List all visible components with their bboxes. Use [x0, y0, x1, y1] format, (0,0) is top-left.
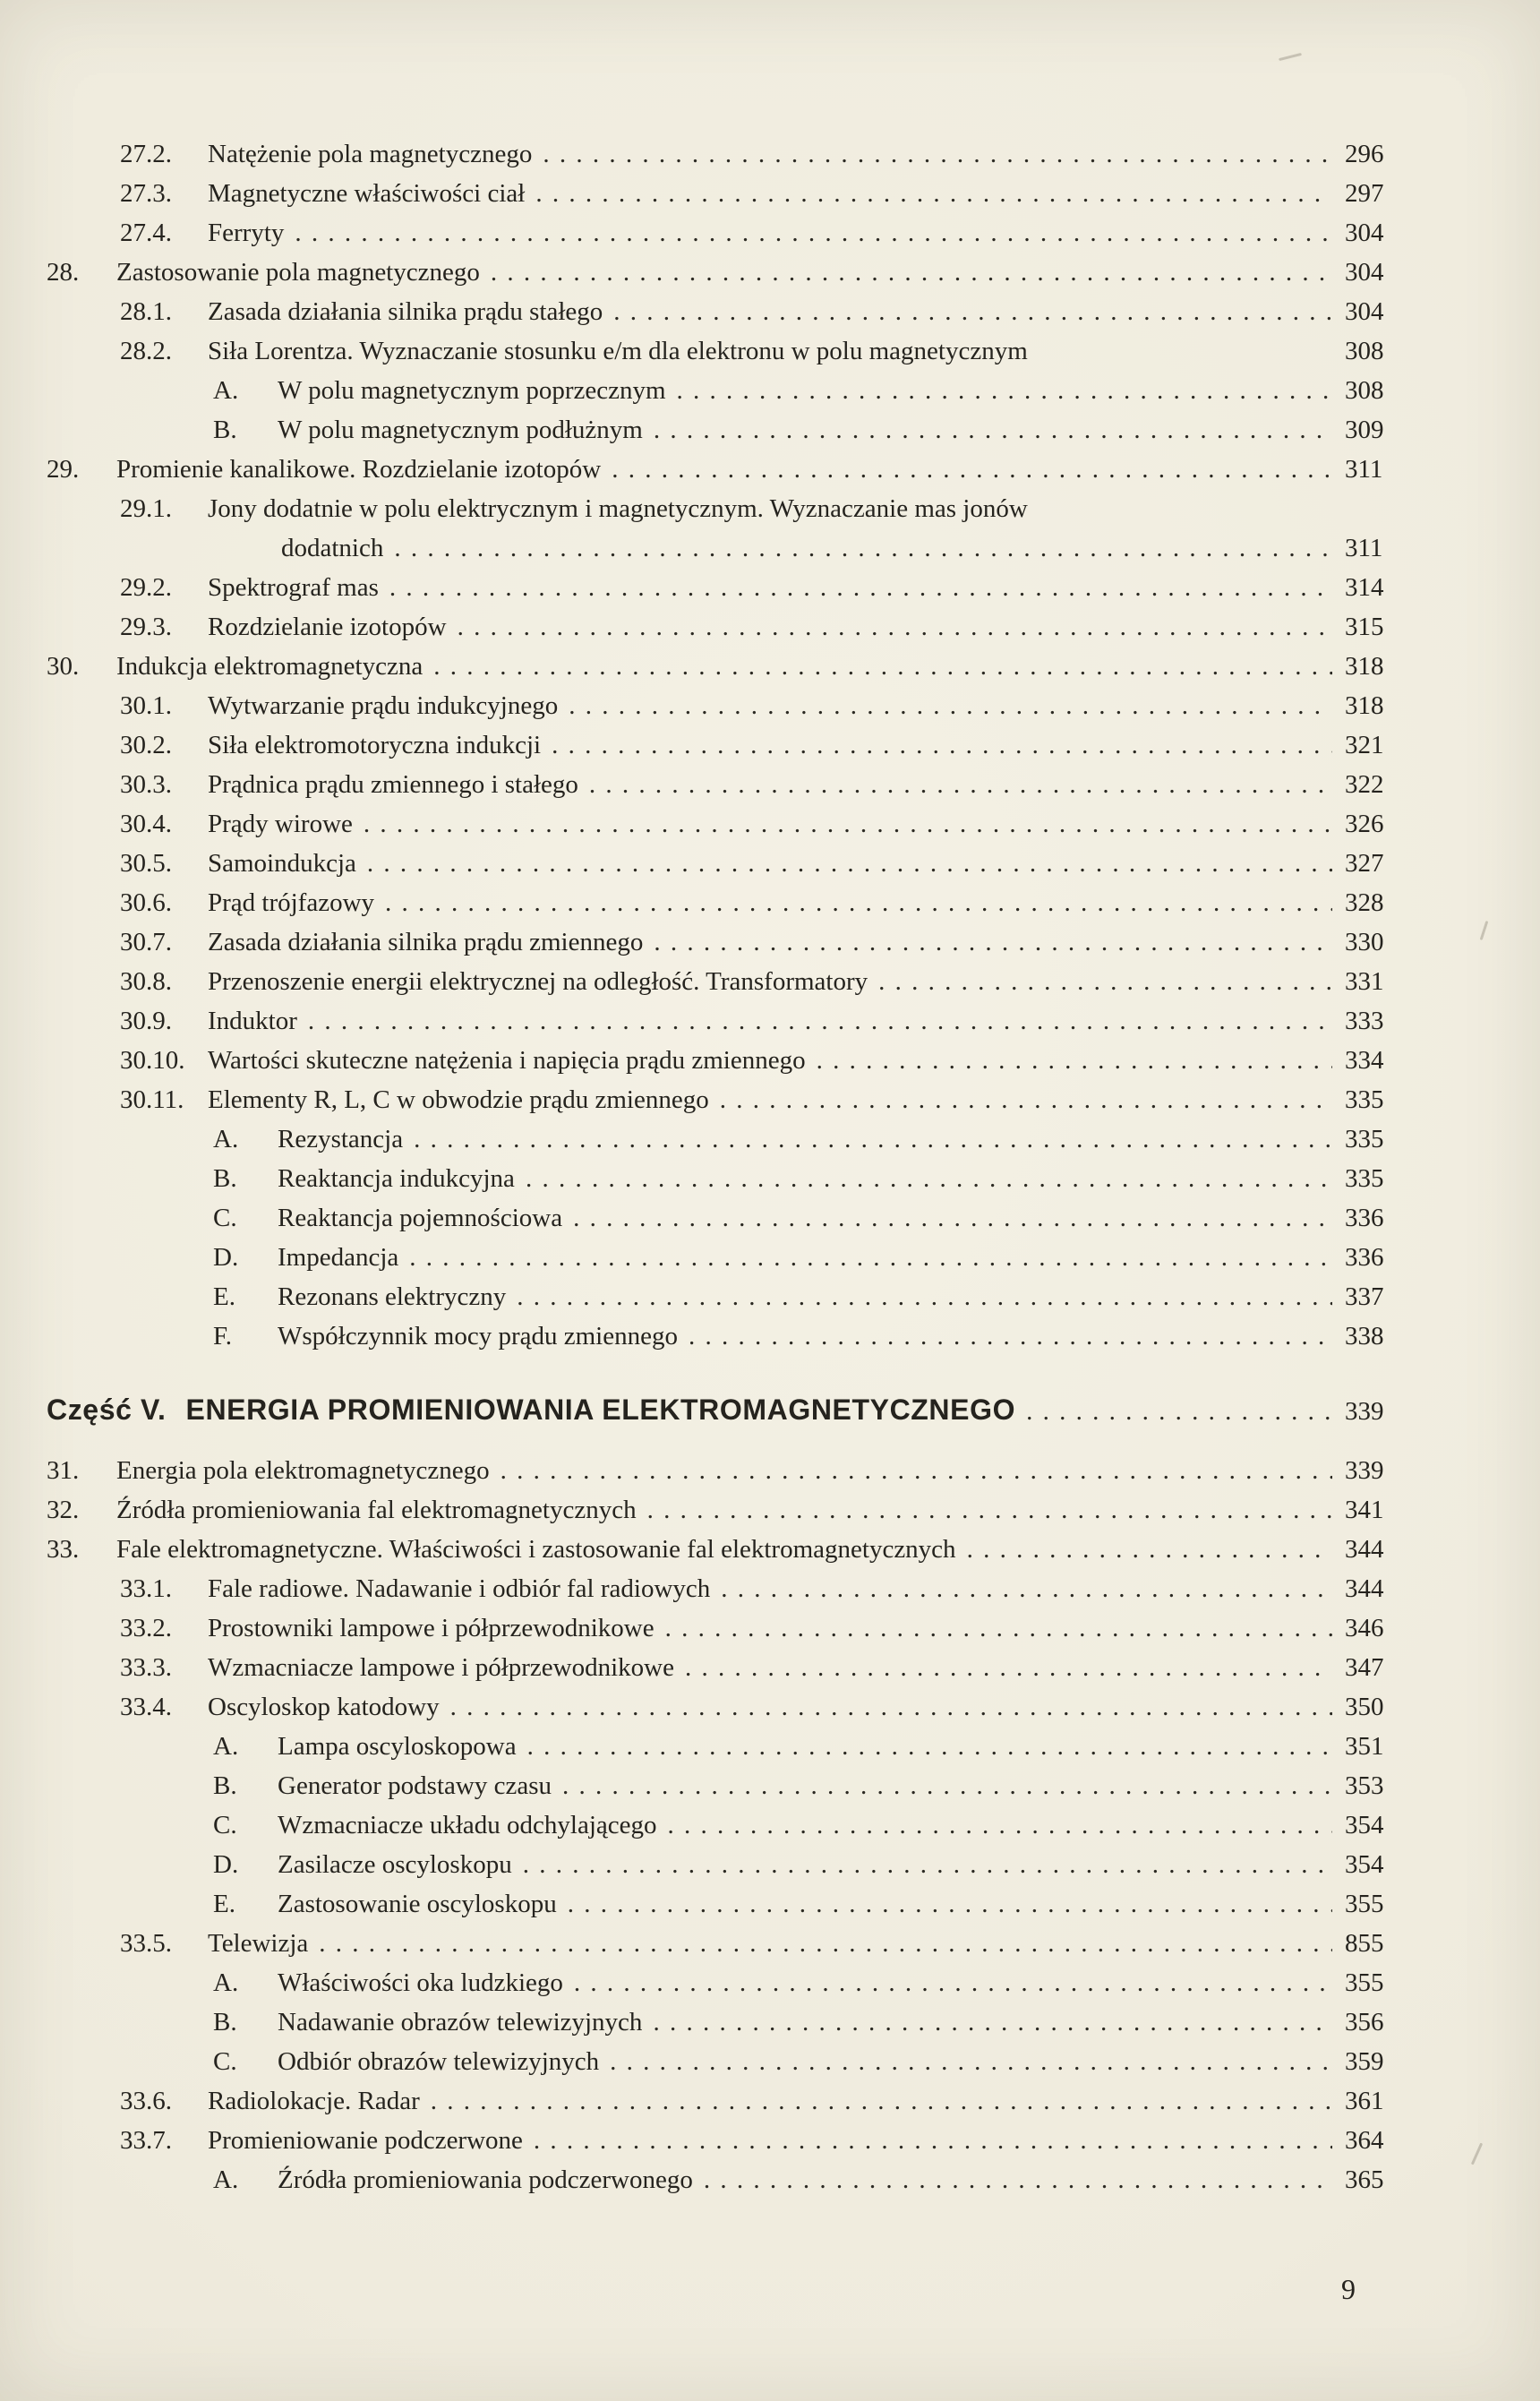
entry-page: 350	[1345, 1693, 1384, 1721]
dot-leader	[589, 765, 1332, 804]
entry-page: 341	[1345, 1496, 1384, 1524]
entry-title: Impedancja	[278, 1243, 399, 1272]
toc-entry	[47, 1727, 1404, 1766]
toc-entry	[47, 1884, 1404, 1924]
toc-entry	[47, 1687, 1404, 1727]
toc-entry	[47, 1648, 1404, 1687]
toc-entry	[47, 1766, 1404, 1805]
toc-entry	[47, 2160, 1404, 2199]
entry-title: Rezonans elektryczny	[278, 1282, 507, 1311]
entry-page: 339	[1345, 1397, 1384, 1426]
entry-title: Elementy R, L, C w obwodzie prądu zmiennego	[208, 1085, 709, 1114]
entry-number: F.	[213, 1322, 233, 1351]
toc-entry	[47, 765, 1404, 804]
entry-page: 355	[1345, 1890, 1384, 1918]
entry-number: 30.5.	[120, 849, 172, 878]
entry-number: 33.2.	[120, 1614, 172, 1642]
entry-page: 361	[1345, 2087, 1384, 2115]
dot-leader	[543, 134, 1332, 174]
entry-page: 328	[1345, 888, 1384, 917]
toc-entry	[47, 1277, 1404, 1316]
dot-leader	[704, 2160, 1332, 2199]
dot-leader	[720, 1080, 1332, 1119]
dot-leader	[721, 1569, 1332, 1608]
entry-number: 30.11.	[120, 1085, 184, 1114]
dot-leader	[612, 450, 1332, 489]
dot-leader	[385, 883, 1332, 922]
entry-title: W polu magnetycznym podłużnym	[278, 416, 643, 444]
dot-leader	[552, 725, 1332, 765]
entry-page: 318	[1345, 691, 1384, 720]
toc-entry	[47, 1451, 1404, 1490]
toc-entry	[47, 804, 1404, 844]
toc-entry	[47, 174, 1404, 213]
entry-page: 337	[1345, 1282, 1384, 1311]
entry-number: 29.	[47, 455, 80, 484]
dot-leader	[409, 1238, 1332, 1277]
entry-title: Odbiór obrazów telewizyjnych	[278, 2047, 600, 2076]
toc-entry	[47, 1569, 1404, 1608]
entry-page: 335	[1345, 1125, 1384, 1153]
dot-leader	[500, 1451, 1332, 1490]
dot-leader	[527, 1727, 1332, 1766]
entry-number: 30.6.	[120, 888, 172, 917]
entry-page: 336	[1345, 1243, 1384, 1272]
entry-page: 308	[1345, 337, 1384, 365]
toc-entry	[47, 844, 1404, 883]
toc-entry	[47, 489, 1404, 528]
toc-entry	[47, 1041, 1404, 1080]
entry-number: 28.	[47, 258, 80, 287]
dot-leader	[562, 1766, 1332, 1805]
entry-number: 33.3.	[120, 1653, 172, 1682]
toc-entry-continuation	[47, 528, 1404, 568]
entry-number: 30.7.	[120, 928, 172, 956]
dot-leader	[817, 1041, 1332, 1080]
entry-page: 311	[1345, 534, 1383, 562]
dot-leader	[569, 686, 1332, 725]
entry-page: 296	[1345, 140, 1384, 168]
entry-number: E.	[213, 1282, 235, 1311]
dot-leader	[534, 2121, 1332, 2160]
entry-page: 359	[1345, 2047, 1384, 2076]
entry-number: C.	[213, 1204, 237, 1232]
entry-title: Energia pola elektromagnetycznego	[116, 1456, 490, 1485]
entry-page: 334	[1345, 1046, 1384, 1075]
dot-leader	[319, 1924, 1332, 1963]
entry-page: 356	[1345, 2008, 1384, 2037]
entry-number: 32.	[47, 1496, 80, 1524]
entry-number: D.	[213, 1850, 239, 1879]
toc-entry	[47, 1080, 1404, 1119]
entry-title: Źródła promieniowania fal elektromagnetycznych	[116, 1496, 637, 1524]
toc-entry	[47, 568, 1404, 607]
toc-entry	[47, 2002, 1404, 2042]
toc-entry	[47, 1805, 1404, 1845]
entry-page: 331	[1345, 967, 1384, 996]
scan-artifact	[1471, 2143, 1483, 2165]
table-of-contents	[47, 134, 1404, 2199]
entry-page: 335	[1345, 1085, 1384, 1114]
entry-page: 309	[1345, 416, 1384, 444]
toc-entry	[47, 292, 1404, 331]
entry-number: 33.1.	[120, 1574, 172, 1603]
toc-entry	[47, 1963, 1404, 2002]
entry-title: Nadawanie obrazów telewizyjnych	[278, 2008, 643, 2037]
entry-title: Współczynnik mocy prądu zmiennego	[278, 1322, 678, 1351]
entry-number: B.	[213, 416, 237, 444]
entry-title: Fale elektromagnetyczne. Właściwości i zastosowanie fal elektromagnetycznych	[116, 1535, 956, 1564]
entry-title: Rozdzielanie izotopów	[208, 613, 447, 641]
entry-number: 29.2.	[120, 573, 172, 602]
entry-page: 330	[1345, 928, 1384, 956]
dot-leader	[433, 647, 1332, 686]
entry-title: Oscyloskop katodowy	[208, 1693, 440, 1721]
scan-artifact	[1480, 921, 1489, 940]
entry-page: 344	[1345, 1574, 1384, 1603]
entry-number: 33.5.	[120, 1929, 172, 1958]
entry-page: 304	[1345, 219, 1384, 247]
dot-leader	[523, 1845, 1332, 1884]
dot-leader	[610, 2042, 1332, 2081]
entry-title: Induktor	[208, 1007, 297, 1035]
entry-page: 318	[1345, 652, 1384, 681]
entry-title: Reaktancja indukcyjna	[278, 1164, 515, 1193]
entry-title: Prądnica prądu zmiennego i stałego	[208, 770, 578, 799]
entry-number: 30.4.	[120, 810, 172, 838]
entry-title: Zastosowanie oscyloskopu	[278, 1890, 557, 1918]
entry-title: Właściwości oka ludzkiego	[278, 1968, 563, 1997]
entry-page: 335	[1345, 1164, 1384, 1193]
entry-number: 28.2.	[120, 337, 172, 365]
entry-number: B.	[213, 1164, 237, 1193]
entry-page: 355	[1345, 1968, 1384, 1997]
entry-page: 304	[1345, 297, 1384, 326]
toc-entry	[47, 1238, 1404, 1277]
entry-number: 27.2.	[120, 140, 172, 168]
entry-title: Spektrograf mas	[208, 573, 379, 602]
dot-leader	[491, 253, 1332, 292]
entry-number: D.	[213, 1243, 239, 1272]
toc-entry	[47, 1924, 1404, 1963]
entry-page: 304	[1345, 258, 1384, 287]
entry-page: 297	[1345, 179, 1384, 208]
entry-title: W polu magnetycznym poprzecznym	[278, 376, 666, 405]
entry-number: 27.4.	[120, 219, 172, 247]
entry-page: 327	[1345, 849, 1384, 878]
entry-title: Rezystancja	[278, 1125, 404, 1153]
toc-entry	[47, 1001, 1404, 1041]
entry-number: A.	[213, 1968, 239, 1997]
entry-page: 339	[1345, 1456, 1384, 1485]
dot-leader	[568, 1884, 1332, 1924]
dot-leader	[308, 1001, 1332, 1041]
entry-number: 28.1.	[120, 297, 172, 326]
dot-leader	[367, 844, 1332, 883]
entry-page: 308	[1345, 376, 1384, 405]
toc-entry	[47, 1119, 1404, 1159]
entry-number: C.	[213, 1811, 237, 1839]
scan-artifact	[1279, 53, 1302, 61]
toc-entry	[47, 962, 1404, 1001]
toc-entry	[47, 253, 1404, 292]
entry-number: 30.9.	[120, 1007, 172, 1035]
entry-title: Zastosowanie pola magnetycznego	[116, 258, 480, 287]
entry-number: 33.6.	[120, 2087, 172, 2115]
entry-title: Promieniowanie podczerwone	[208, 2126, 523, 2155]
entry-page: 351	[1345, 1732, 1384, 1761]
dot-leader	[535, 174, 1332, 213]
entry-title: Zasada działania silnika prądu stałego	[208, 297, 603, 326]
entry-title: Indukcja elektromagnetyczna	[116, 652, 424, 681]
entry-title: Fale radiowe. Nadawanie i odbiór fal radiowych	[208, 1574, 711, 1603]
dot-leader	[878, 962, 1332, 1001]
page-number-folio: 9	[1341, 2273, 1356, 2305]
dot-leader	[677, 371, 1332, 410]
toc-entry	[47, 213, 1404, 253]
entry-title: Źródła promieniowania podczerwonego	[278, 2165, 693, 2194]
toc-entry	[47, 410, 1404, 450]
entry-title: Promienie kanalikowe. Rozdzielanie izotopów	[116, 455, 602, 484]
entry-title: Jony dodatnie w polu elektrycznym i magnetycznym. Wyznaczanie mas jonów	[208, 494, 1028, 523]
entry-title: Siła Lorentza. Wyznaczanie stosunku e/m dla elektronu w polu magnetycznym	[208, 337, 1028, 365]
entry-title: Wartości skuteczne natężenia i napięcia prądu zmiennego	[208, 1046, 806, 1075]
dot-leader	[517, 1277, 1332, 1316]
entry-number: 31.	[47, 1456, 80, 1485]
entry-number: B.	[213, 2008, 237, 2037]
entry-page: 321	[1345, 731, 1384, 759]
entry-number: 30.8.	[120, 967, 172, 996]
toc-entry	[47, 647, 1404, 686]
entry-number: 30.2.	[120, 731, 172, 759]
entry-number: A.	[213, 2165, 239, 2194]
entry-title: Telewizja	[208, 1929, 309, 1958]
entry-page: 364	[1345, 2126, 1384, 2155]
toc-entry	[47, 1608, 1404, 1648]
toc-entry	[47, 607, 1404, 647]
entry-title: Samoindukcja	[208, 849, 356, 878]
dot-leader	[668, 1805, 1333, 1845]
entry-title: Zasilacze oscyloskopu	[278, 1850, 512, 1879]
dot-leader	[458, 607, 1332, 647]
toc-entry	[47, 725, 1404, 765]
dot-leader	[654, 922, 1332, 962]
toc-entry	[47, 2081, 1404, 2121]
toc-entry	[47, 2121, 1404, 2160]
entry-page: 353	[1345, 1771, 1384, 1800]
entry-title: Magnetyczne właściwości ciał	[208, 179, 526, 208]
entry-title: Wzmacniacze lampowe i półprzewodnikowe	[208, 1653, 674, 1682]
entry-title: ENERGIA PROMIENIOWANIA ELEKTROMAGNETYCZNEGO	[185, 1393, 1016, 1426]
dot-leader	[665, 1608, 1332, 1648]
dot-leader	[573, 1198, 1332, 1238]
entry-number: A.	[213, 376, 239, 405]
dot-leader	[450, 1687, 1332, 1727]
entry-page: 365	[1345, 2165, 1384, 2194]
entry-title: Zasada działania silnika prądu zmiennego	[208, 928, 644, 956]
part-heading	[47, 1390, 1404, 1431]
toc-entry	[47, 134, 1404, 174]
entry-page: 322	[1345, 770, 1384, 799]
dot-leader	[394, 528, 1332, 568]
dot-leader	[967, 1530, 1332, 1569]
entry-number: E.	[213, 1890, 235, 1918]
toc-entry	[47, 1316, 1404, 1356]
entry-number: 29.1.	[120, 494, 172, 523]
entry-title: Przenoszenie energii elektrycznej na odległość. Transformatory	[208, 967, 868, 996]
entry-page: 326	[1345, 810, 1384, 838]
dot-leader	[654, 410, 1332, 450]
dot-leader	[653, 2002, 1332, 2042]
entry-number: 33.7.	[120, 2126, 172, 2155]
toc-entry	[47, 1159, 1404, 1198]
entry-title: Wzmacniacze układu odchylającego	[278, 1811, 657, 1839]
dot-leader	[647, 1490, 1332, 1530]
entry-number: 30.10.	[120, 1046, 185, 1075]
entry-title: Siła elektromotoryczna indukcji	[208, 731, 542, 759]
entry-number: 30.3.	[120, 770, 172, 799]
entry-page: 333	[1345, 1007, 1384, 1035]
entry-title: Generator podstawy czasu	[278, 1771, 552, 1800]
entry-number: 33.4.	[120, 1693, 172, 1721]
dot-leader	[431, 2081, 1332, 2121]
toc-entry	[47, 1490, 1404, 1530]
entry-number: B.	[213, 1771, 237, 1800]
entry-title: Reaktancja pojemnościowa	[278, 1204, 563, 1232]
entry-title: Prostowniki lampowe i półprzewodnikowe	[208, 1614, 654, 1642]
entry-page: 344	[1345, 1535, 1384, 1564]
entry-page: 315	[1345, 613, 1384, 641]
entry-page: 855	[1345, 1929, 1384, 1958]
entry-title: Prądy wirowe	[208, 810, 353, 838]
entry-page: 314	[1345, 573, 1384, 602]
entry-number: A.	[213, 1125, 239, 1153]
entry-number: A.	[213, 1732, 239, 1761]
toc-entry	[47, 922, 1404, 962]
dot-leader	[689, 1316, 1332, 1356]
toc-entry	[47, 450, 1404, 489]
toc-entry	[47, 883, 1404, 922]
toc-entry	[47, 1530, 1404, 1569]
entry-page: 336	[1345, 1204, 1384, 1232]
dot-leader	[574, 1963, 1332, 2002]
toc-entry	[47, 371, 1404, 410]
entry-number: Część V.	[47, 1393, 167, 1426]
toc-entry	[47, 331, 1404, 371]
toc-entry	[47, 1198, 1404, 1238]
entry-number: C.	[213, 2047, 237, 2076]
entry-page: 354	[1345, 1850, 1384, 1879]
entry-number: 30.	[47, 652, 80, 681]
entry-title: dodatnich	[281, 534, 384, 562]
entry-page: 346	[1345, 1614, 1384, 1642]
entry-number: 30.1.	[120, 691, 172, 720]
dot-leader	[295, 213, 1332, 253]
dot-leader	[414, 1119, 1332, 1159]
entry-number: 29.3.	[120, 613, 172, 641]
entry-page: 354	[1345, 1811, 1384, 1839]
entry-page: 311	[1345, 455, 1383, 484]
entry-title: Lampa oscyloskopowa	[278, 1732, 517, 1761]
entry-title: Natężenie pola magnetycznego	[208, 140, 533, 168]
entry-page: 347	[1345, 1653, 1384, 1682]
dot-leader	[613, 292, 1332, 331]
dot-leader	[1026, 1392, 1332, 1431]
dot-leader	[685, 1648, 1332, 1687]
dot-leader	[389, 568, 1332, 607]
entry-title: Wytwarzanie prądu indukcyjnego	[208, 691, 559, 720]
entry-number: 27.3.	[120, 179, 172, 208]
entry-number: 33.	[47, 1535, 80, 1564]
dot-leader	[526, 1159, 1332, 1198]
toc-entry	[47, 1845, 1404, 1884]
entry-page: 338	[1345, 1322, 1384, 1351]
entry-title: Ferryty	[208, 219, 285, 247]
toc-entry	[47, 2042, 1404, 2081]
toc-entry	[47, 686, 1404, 725]
entry-title: Radiolokacje. Radar	[208, 2087, 420, 2115]
dot-leader	[364, 804, 1332, 844]
entry-title: Prąd trójfazowy	[208, 888, 375, 917]
